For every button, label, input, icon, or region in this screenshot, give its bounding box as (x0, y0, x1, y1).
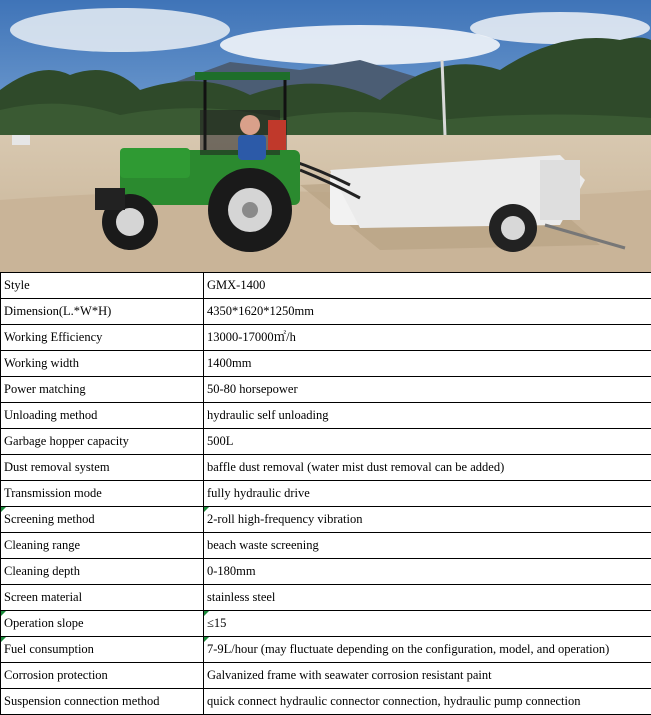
spec-label: Unloading method (1, 403, 204, 429)
spec-value: baffle dust removal (water mist dust removal can be added) (204, 455, 651, 481)
table-row (1, 403, 651, 429)
spec-value: 7-9L/hour (may fluctuate depending on the configuration, model, and operation) (204, 637, 651, 663)
spec-value: beach waste screening (204, 533, 651, 559)
spec-label: Working width (1, 351, 204, 377)
spec-label: Fuel consumption (1, 637, 204, 663)
spec-value: 50-80 horsepower (204, 377, 651, 403)
spec-label: Power matching (1, 377, 204, 403)
table-row (1, 663, 651, 689)
spec-label: Cleaning range (1, 533, 204, 559)
spec-value: 500L (204, 429, 651, 455)
table-row (1, 559, 651, 585)
spec-value: GMX-1400 (204, 273, 651, 299)
spec-label: Screening method (1, 507, 204, 533)
product-photo (0, 0, 651, 272)
table-row (1, 273, 651, 299)
table-row (1, 299, 651, 325)
spec-value: hydraulic self unloading (204, 403, 651, 429)
table-row (1, 351, 651, 377)
spec-label: Style (1, 273, 204, 299)
spec-value: ≤15 (204, 611, 651, 637)
spec-value: stainless steel (204, 585, 651, 611)
table-row (1, 507, 651, 533)
spec-value: 4350*1620*1250mm (204, 299, 651, 325)
spec-value: fully hydraulic drive (204, 481, 651, 507)
tractor-beach-cleaner-photo (0, 0, 651, 272)
spec-label: Operation slope (1, 611, 204, 637)
table-row (1, 481, 651, 507)
spec-label: Corrosion protection (1, 663, 204, 689)
table-row (1, 637, 651, 663)
spec-label: Dust removal system (1, 455, 204, 481)
table-row (1, 689, 651, 715)
table-row (1, 377, 651, 403)
spec-label: Garbage hopper capacity (1, 429, 204, 455)
spec-label: Working Efficiency (1, 325, 204, 351)
spec-value: 13000-17000㎡/h (204, 325, 651, 351)
table-row (1, 325, 651, 351)
spec-label: Dimension(L.*W*H) (1, 299, 204, 325)
table-row (1, 533, 651, 559)
table-row (1, 611, 651, 637)
table-row (1, 429, 651, 455)
spec-value: 1400mm (204, 351, 651, 377)
spec-value: 0-180mm (204, 559, 651, 585)
spec-label: Transmission mode (1, 481, 204, 507)
spec-label: Cleaning depth (1, 559, 204, 585)
specification-table (0, 272, 651, 715)
spec-label: Screen material (1, 585, 204, 611)
spec-value: 2-roll high-frequency vibration (204, 507, 651, 533)
spec-value: quick connect hydraulic connector connection, hydraulic pump connection (204, 689, 651, 715)
spec-label: Suspension connection method (1, 689, 204, 715)
table-row (1, 455, 651, 481)
table-row (1, 585, 651, 611)
spec-value: Galvanized frame with seawater corrosion resistant paint (204, 663, 651, 689)
